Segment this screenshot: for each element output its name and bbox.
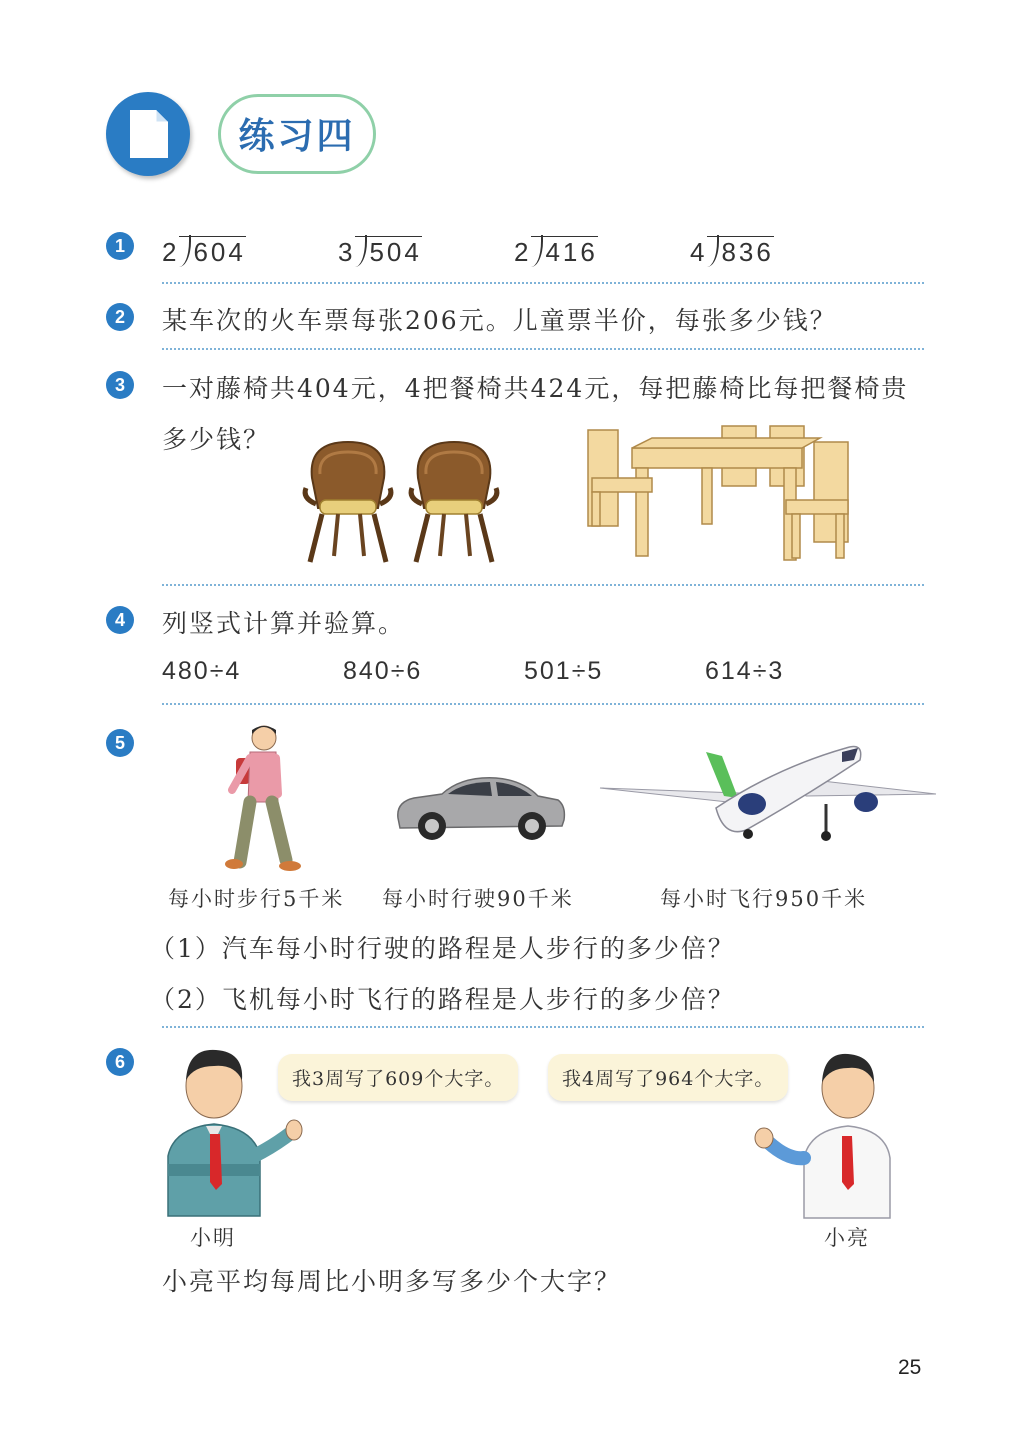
long-division-3 — [514, 236, 598, 268]
caption-car: 每小时行驶90千米 — [382, 887, 574, 911]
long-division-2 — [338, 236, 422, 268]
dividend: 416 — [531, 236, 597, 268]
question-number-4: 4 — [106, 606, 134, 634]
document-icon — [106, 92, 190, 176]
question-5-sub-1: （1）汽车每小时行驶的路程是人步行的多少倍？ — [150, 934, 735, 963]
divider — [162, 703, 924, 705]
divider — [162, 584, 924, 586]
page-title: 练习四 — [238, 115, 356, 157]
walking-person-illustration — [218, 722, 308, 874]
page-number: 25 — [898, 1356, 922, 1379]
dividend: 604 — [179, 236, 245, 268]
question-4-text: 列竖式计算并验算。 — [162, 609, 406, 638]
question-number-1: 1 — [106, 232, 134, 260]
divider — [162, 1026, 924, 1028]
header-icon-badge — [106, 92, 190, 176]
question-number-2: 2 — [106, 303, 134, 331]
dividend: 836 — [707, 236, 773, 268]
name-label-right: 小亮 — [824, 1226, 870, 1250]
airplane-illustration — [596, 738, 938, 848]
question-number-6: 6 — [106, 1048, 134, 1076]
name-label-left: 小明 — [190, 1226, 236, 1250]
caption-walking: 每小时步行5千米 — [168, 887, 345, 911]
divisor: 2 — [514, 237, 532, 267]
divisor: 2 — [162, 237, 180, 267]
question-5-sub-2: （2）飞机每小时飞行的路程是人步行的多少倍？ — [150, 985, 735, 1014]
dividend: 504 — [355, 236, 421, 268]
speech-bubble-right: 我4周写了964个大字。 — [548, 1054, 788, 1101]
long-division-4 — [690, 236, 774, 268]
expression-2: 840÷6 — [343, 657, 423, 685]
rattan-chairs-illustration — [298, 438, 508, 566]
divider — [162, 282, 924, 284]
car-illustration — [392, 770, 568, 844]
divider — [162, 348, 924, 350]
divisor: 3 — [338, 237, 356, 267]
question-3-text-line2: 多少钱？ — [162, 425, 271, 454]
dining-table-chairs-illustration — [584, 420, 874, 566]
divisor: 4 — [690, 237, 708, 267]
expression-4: 614÷3 — [705, 657, 785, 685]
speech-bubble-left: 我3周写了609个大字。 — [278, 1054, 518, 1101]
expression-3: 501÷5 — [524, 657, 604, 685]
expression-1: 480÷4 — [162, 657, 242, 685]
caption-airplane: 每小时飞行950千米 — [660, 887, 868, 911]
question-number-3: 3 — [106, 371, 134, 399]
question-2-text: 某车次的火车票每张206元。儿童票半价，每张多少钱？ — [162, 306, 837, 335]
question-3-text-line1: 一对藤椅共404元，4把餐椅共424元，每把藤椅比每把餐椅贵 — [162, 374, 909, 403]
question-6-text: 小亮平均每周比小明多写多少个大字？ — [162, 1267, 622, 1296]
question-number-5: 5 — [106, 729, 134, 757]
long-division-1 — [162, 236, 246, 268]
